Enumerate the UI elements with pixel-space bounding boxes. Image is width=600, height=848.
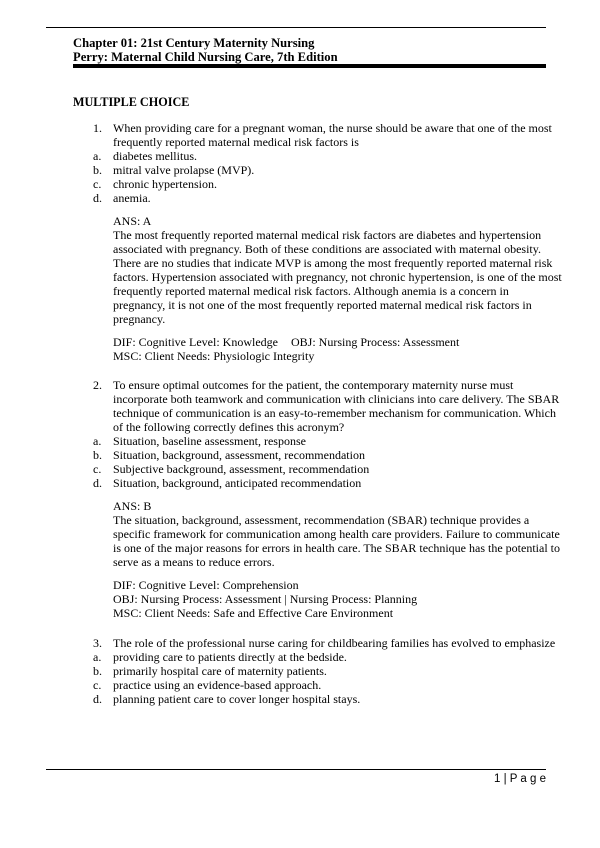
document-header — [73, 36, 338, 64]
answer: ANS: A — [113, 214, 152, 228]
options-list — [93, 434, 563, 490]
option-a: a. diabetes mellitus. — [93, 149, 197, 163]
option-d: d. anemia. — [93, 191, 151, 205]
option-b: b. mitral valve prolapse (MVP). — [93, 163, 255, 177]
rationale: The most frequently reported maternal medical risk factors are diabetes and hypertension associated with pregnancy. Both of these conditions are associated with maternal obesity. There are no studies that indicate MVP is among the most frequently reported maternal risk factors. Hypertension associated with pregnancy, not chronic hypertension, is one of the most frequently reported maternal medical risk factors. Although anemia is a concern in pregnancy, it is not one of the most frequently reported maternal medical risk factors in pregnancy. — [113, 228, 562, 326]
meta-dif-obj — [93, 335, 563, 349]
objective: OBJ: Nursing Process: Assessment — [291, 335, 460, 349]
header-book: Perry: Maternal Child Nursing Care, 7th Edition — [73, 50, 338, 64]
options-list — [93, 149, 563, 205]
page-number: 1 | P a g e — [493, 773, 546, 785]
option-c: c. chronic hypertension. — [93, 177, 217, 191]
option-c: c. Subjective background, assessment, recommendation — [93, 462, 370, 476]
question-text: The role of the professional nurse caring for childbearing families has evolved to emphasize — [113, 636, 556, 650]
question-stem — [93, 378, 563, 434]
question-number: 1. — [93, 121, 102, 135]
question-number: 3. — [93, 636, 102, 650]
option-b: b. primarily hospital care of maternity patients. — [93, 664, 327, 678]
difficulty: DIF: Cognitive Level: Comprehension — [113, 578, 299, 592]
option-d: d. planning patient care to cover longer hospital stays. — [93, 692, 361, 706]
option-b: b. Situation, background, assessment, recommendation — [93, 448, 365, 462]
client-needs: MSC: Client Needs: Physiologic Integrity — [113, 349, 315, 363]
header-bar — [73, 64, 546, 68]
option-a: a. Situation, baseline assessment, response — [93, 434, 306, 448]
answer: ANS: B — [113, 499, 152, 513]
question-number: 2. — [93, 378, 102, 392]
section-title: MULTIPLE CHOICE — [73, 95, 190, 109]
options-list — [93, 650, 563, 706]
client-needs: MSC: Client Needs: Safe and Effective Care Environment — [113, 606, 394, 620]
option-d: d. Situation, background, anticipated recommendation — [93, 476, 362, 490]
question-text: To ensure optimal outcomes for the patient, the contemporary maternity nurse must incorporate both teamwork and communication with clinicians into care delivery. The SBAR technique of communication is an easy-to-remember mechanism for communication. Which of the following correctly defines this acronym? — [113, 378, 560, 434]
footer-rule — [46, 769, 546, 770]
rationale: The situation, background, assessment, recommendation (SBAR) technique provides a specific framework for communication among health care providers. Failure to communicate is one of the major reasons for errors in health care. The SBAR technique has the potential to serve as a means to reduce errors. — [113, 513, 560, 569]
question-3 — [93, 636, 563, 706]
question-2 — [93, 378, 563, 620]
question-1 — [93, 121, 563, 363]
question-text: When providing care for a pregnant woman, the nurse should be aware that one of the most frequently reported maternal medical risk factors is — [113, 121, 552, 149]
question-stem — [93, 121, 563, 149]
difficulty: DIF: Cognitive Level: Knowledge — [113, 335, 278, 349]
option-c: c. practice using an evidence-based approach. — [93, 678, 322, 692]
option-a: a. providing care to patients directly at the bedside. — [93, 650, 347, 664]
question-stem — [93, 636, 563, 650]
top-rule — [46, 27, 546, 28]
header-chapter: Chapter 01: 21st Century Maternity Nursing — [73, 36, 315, 50]
objective: OBJ: Nursing Process: Assessment | Nursing Process: Planning — [113, 592, 418, 606]
